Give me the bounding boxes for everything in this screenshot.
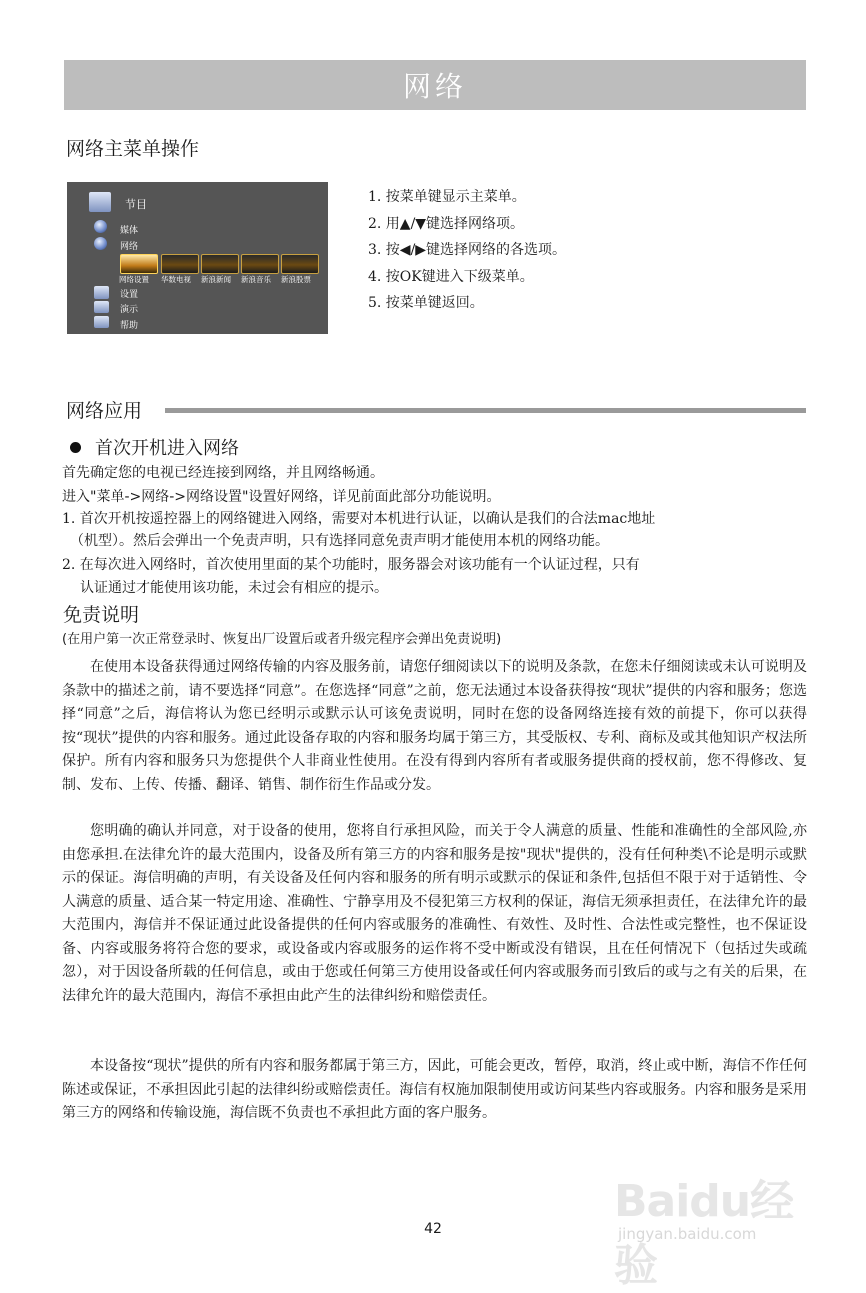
disclaimer-paragraph: 您明确的确认并同意，对于设备的使用，您将自行承担风险，而关于令人满意的质量、性能和准确性的全部风险,亦由您承担.在法律允许的最大范围内，设备及所有第三方的内容和服务是按"现状"提供的，没有任何种类\不论是明示或默示的保证。海信明确的声明，有关设备及任何内容和服务的所有明示或默示的保证和条件,包括但不限于对于适销性、令人满意的质量、适合某一特定用途、准确性、宁静享用及不侵犯第三方权利的保证，海信无须承担责任，在法律允许的最大范围内，海信并不保证通过此设备提供的任何内容或服务的准确性、有效性、及时性、合法性或完整性，也不保证设备、内容或服务将符合您的要求，或设备或内容或服务的运作将不受中断或没有错误，且在任何情况下（包括过失或疏忽），对于因设备所载的任何信息，或由于您或任何第三方使用设备或任何内容或服务而引致后的或与之有关的后果，在法律允许的最大范围内，海信不承担由此产生的法律纠纷和赔偿责任。	[62, 823, 807, 1004]
tile-wasu-tv	[161, 254, 199, 274]
menu-item-program: 节目	[125, 198, 147, 211]
app-line: （机型）。然后会弹出一个免责声明，只有选择同意免责声明才能使用本机的网络功能。	[70, 533, 609, 549]
disclaimer-paragraph: 在使用本设备获得通过网络传输的内容及服务前，请您仔细阅读以下的说明及条款，在您未仔细阅读或未认可说明及条款中的描述之前，请不要选择“同意”。在您选择“同意”之前，您无法通过本设备获得按“现状”提供的内容和服务；您选择“同意”之后，海信将认为您已经明示或默示认可该免责说明，同时在您的设备网络连接有效的前提下，你可以获得按“现状”提供的内容和服务。通过此设备存取的内容和服务均属于第三方，其受版权、专利、商标及或其他知识产权法所保护。所有内容和服务只为您提供个人非商业性使用。在没有得到内容所有者或服务提供商的授权前，您不得修改、复制、发布、上传、传播、翻译、销售、制作衍生作品或分发。	[62, 659, 807, 793]
bullet-icon	[70, 442, 81, 453]
app-line: 1. 首次开机按遥控器上的网络键进入网络，需要对本机进行认证，以确认是我们的合法mac地址	[62, 511, 656, 527]
help-icon	[94, 316, 109, 328]
tile-label: 新浪新闻	[201, 275, 231, 284]
disclaimer-note: (在用户第一次正常登录时、恢复出厂设置后或者升级完程序会弹出免责说明)	[62, 632, 502, 647]
tile-label: 新浪股票	[281, 275, 311, 284]
tile-sina-music	[241, 254, 279, 274]
tile-label: 华数电视	[161, 275, 191, 284]
step-item: 4. 按OK键进入下级菜单。	[368, 268, 534, 285]
step-item: 5. 按菜单键返回。	[368, 295, 484, 311]
page-title-bar	[64, 60, 806, 110]
app-line: 首先确定您的电视已经连接到网络，并且网络畅通。	[62, 465, 384, 481]
first-boot-heading	[70, 434, 239, 460]
network-icon	[94, 237, 107, 250]
watermark-url: jingyan.baidu.com	[618, 1225, 757, 1243]
baidu-watermark	[614, 1155, 814, 1291]
app-line: 认证通过才能使用该功能，未过会有相应的提示。	[80, 580, 388, 596]
tv-menu-screenshot	[67, 182, 328, 334]
demo-icon	[94, 301, 109, 313]
menu-item-demo: 演示	[120, 305, 139, 315]
tile-label: 新浪音乐	[241, 275, 271, 284]
media-icon	[94, 220, 107, 233]
step-item: 1. 按菜单键显示主菜单。	[368, 189, 526, 205]
menu-item-media: 媒体	[120, 226, 139, 236]
first-boot-heading-text: 首次开机进入网络	[95, 438, 239, 459]
tile-label: 网络设置	[119, 275, 149, 284]
disclaimer-paragraph: 本设备按“现状”提供的所有内容和服务都属于第三方，因此，可能会更改，暂停，取消，终止或中断，海信不作任何陈述或保证，不承担因此引起的法律纠纷或赔偿责任。海信有权施加限制使用或访问某些内容或服务。内容和服务是采用第三方的网络和传输设施，海信既不负责也不承担此方面的客户服务。	[62, 1058, 807, 1121]
app-line: 2. 在每次进入网络时，首次使用里面的某个功能时，服务器会对该功能有一个认证过程，只有	[62, 557, 640, 573]
watermark-logo: Baidu经验	[614, 1176, 794, 1291]
section-divider	[165, 408, 806, 413]
disclaimer-heading: 免责说明	[63, 604, 140, 626]
menu-item-settings: 设置	[120, 290, 139, 300]
settings-icon	[94, 286, 109, 299]
program-icon	[89, 192, 111, 212]
tile-sina-news	[201, 254, 239, 274]
page-title: 网络	[402, 70, 467, 103]
menu-item-network: 网络	[120, 242, 139, 252]
menu-item-help: 帮助	[120, 321, 139, 331]
tile-sina-stock	[281, 254, 319, 274]
menu-steps	[368, 184, 566, 317]
app-line: 进入"菜单->网络->网络设置"设置好网络，详见前面此部分功能说明。	[62, 489, 501, 505]
step-item: 2. 用▲/▼键选择网络项。	[368, 215, 525, 232]
step-item: 3. 按◀/▶键选择网络的各选项。	[368, 242, 567, 258]
page-number: 42	[424, 1221, 442, 1237]
menu-section-heading: 网络主菜单操作	[66, 138, 200, 160]
tile-network-settings	[120, 254, 158, 274]
app-section-heading: 网络应用	[66, 400, 143, 422]
